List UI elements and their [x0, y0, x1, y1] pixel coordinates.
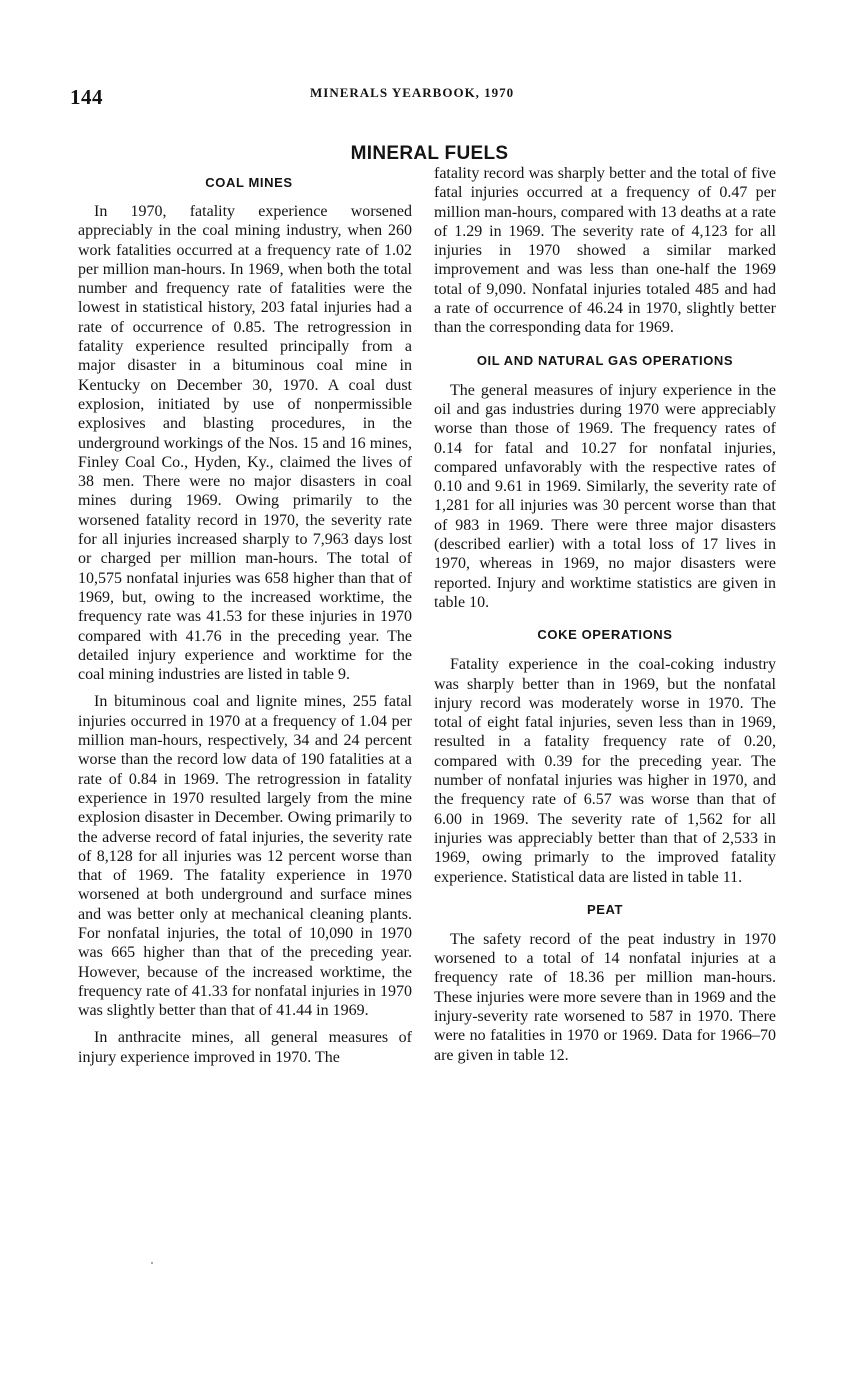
scan-speck: [151, 1262, 153, 1264]
right-column: [434, 164, 776, 1065]
coke-paragraph: Fatality experience in the coal-coking industry was sharply better than in 1969, but the nonfatal injury record was moderately worse in 1970. The total of eight fatal injuries, seven less than in 1969, resulted in a fatality frequency rate of 0.20, compared with 0.39 for the preceding year. The number of nonfatal injuries was higher in 1970, and the frequency rate of 6.57 was worse than that of 6.00 in 1969. The severity rate of 1,562 for all injuries was appreciably better than that of 2,533 in 1969, owing primarly to the improved fatality experience. Statistical data are listed in table 11.: [434, 656, 776, 886]
anthracite-paragraph: In anthracite mines, all general measures of injury experience improved in 1970. The: [78, 1029, 412, 1066]
bituminous-paragraph: In bituminous coal and lignite mines, 255 fatal injuries occurred in 1970 at a frequency of 1.04 per million man-hours, respectively, 34 and 24 percent worse than the record low data of 190 fatalities at a rate of 0.84 in 1969. The retrogression in fatality experience in 1970 resulted largely from the mine explosion disaster in December. Owing primarily to the adverse record of fatal injuries, the severity rate of 8,128 for all injuries was 12 percent worse than that of 1969. The fatality experience in 1970 worsened at both underground and surface mines and was better only at mechanical cleaning plants. For nonfatal injuries, the total of 10,090 in 1970 was 665 higher than that of the preceding year. However, because of the increased worktime, the frequency rate of 41.33 for nonfatal injuries in 1970 was slightly better than that of 41.44 in 1969.: [78, 693, 412, 1020]
peat-heading: PEAT: [586, 901, 624, 917]
coke-heading: COKE OPERATIONS: [537, 627, 673, 643]
oil-gas-heading: OIL AND NATURAL GAS OPERATIONS: [476, 352, 734, 368]
oil-gas-paragraph: The general measures of injury experience in the oil and gas industries during 1970 were appreciably worse than those of 1969. The frequency rates of 0.14 for fatal and 10.27 for nonfatal injuries, compared unfavorably with the respective rates of 0.10 and 9.61 in 1969. Similarly, the severity rate of 1,281 for all injuries was 30 percent worse than that of 983 in 1969. There were three major disasters (described earlier) with a total loss of 17 lives in 1970, whereas in 1969, no major disasters were reported. Injury and worktime statistics are given in table 10.: [434, 381, 776, 611]
peat-paragraph: The safety record of the peat industry in 1970 worsened to a total of 14 nonfatal injuries at a frequency rate of 18.36 per million man-hours. These injuries were more severe than in 1969 and the injury-severity rate worsened to 587 in 1970. There were no fatalities in 1970 or 1969. Data for 1966–70 are given in table 12.: [434, 930, 776, 1064]
running-head: MINERALS YEARBOOK, 1970: [310, 85, 515, 100]
coal-mines-heading: COAL MINES: [205, 175, 293, 190]
anthracite-paragraph-continued: fatality record was sharply better and the total of five fatal injuries occurred at a frequency of 0.47 per million man-hours, compared with 13 deaths at a rate of 1.29 in 1969. The severity rate of 4,123 for all injuries in 1970 showed a similar marked improvement and was less than one-half the 1969 total of 9,090. Nonfatal injuries totaled 485 and had a rate of occurrence of 46.24 in 1970, slightly better than the corresponding data for 1969.: [434, 165, 776, 337]
coal-mines-paragraph-1: In 1970, fatality experience worsened appreciably in the coal mining industry, when 260 work fatalities occurred at a frequency rate of 1.02 per million man-hours. In 1969, when both the total number and frequency rate of fatalities were the lowest in statistical history, 203 fatal injuries had a rate of occurrence of 0.85. The retrogression in fatality experience resulted principally from a major disaster in a bituminous coal mine in Kentucky on December 30, 1970. A coal dust explosion, initiated by use of nonpermissible explosives and blasting procedures, in the underground workings of the Nos. 15 and 16 mines, Finley Coal Co., Hyden, Ky., claimed the lives of 38 men. There were no major disasters in coal mines during 1969. Owing primarily to the worsened fatality record in 1970, the severity rate for all injuries increased sharply to 7,963 days lost or charged per million man-hours. The total of 10,575 nonfatal injuries was 658 higher than that of 1969, but, owing to the increased worktime, the frequency rate was 41.53 for these injuries in 1970 compared with 41.76 in the preceding year. The detailed injury experience and worktime for the coal mining industries are listed in table 9.: [78, 203, 412, 684]
page-title: MINERAL FUELS: [350, 142, 509, 164]
page-number: 144: [70, 85, 103, 109]
left-column: [78, 175, 412, 1067]
